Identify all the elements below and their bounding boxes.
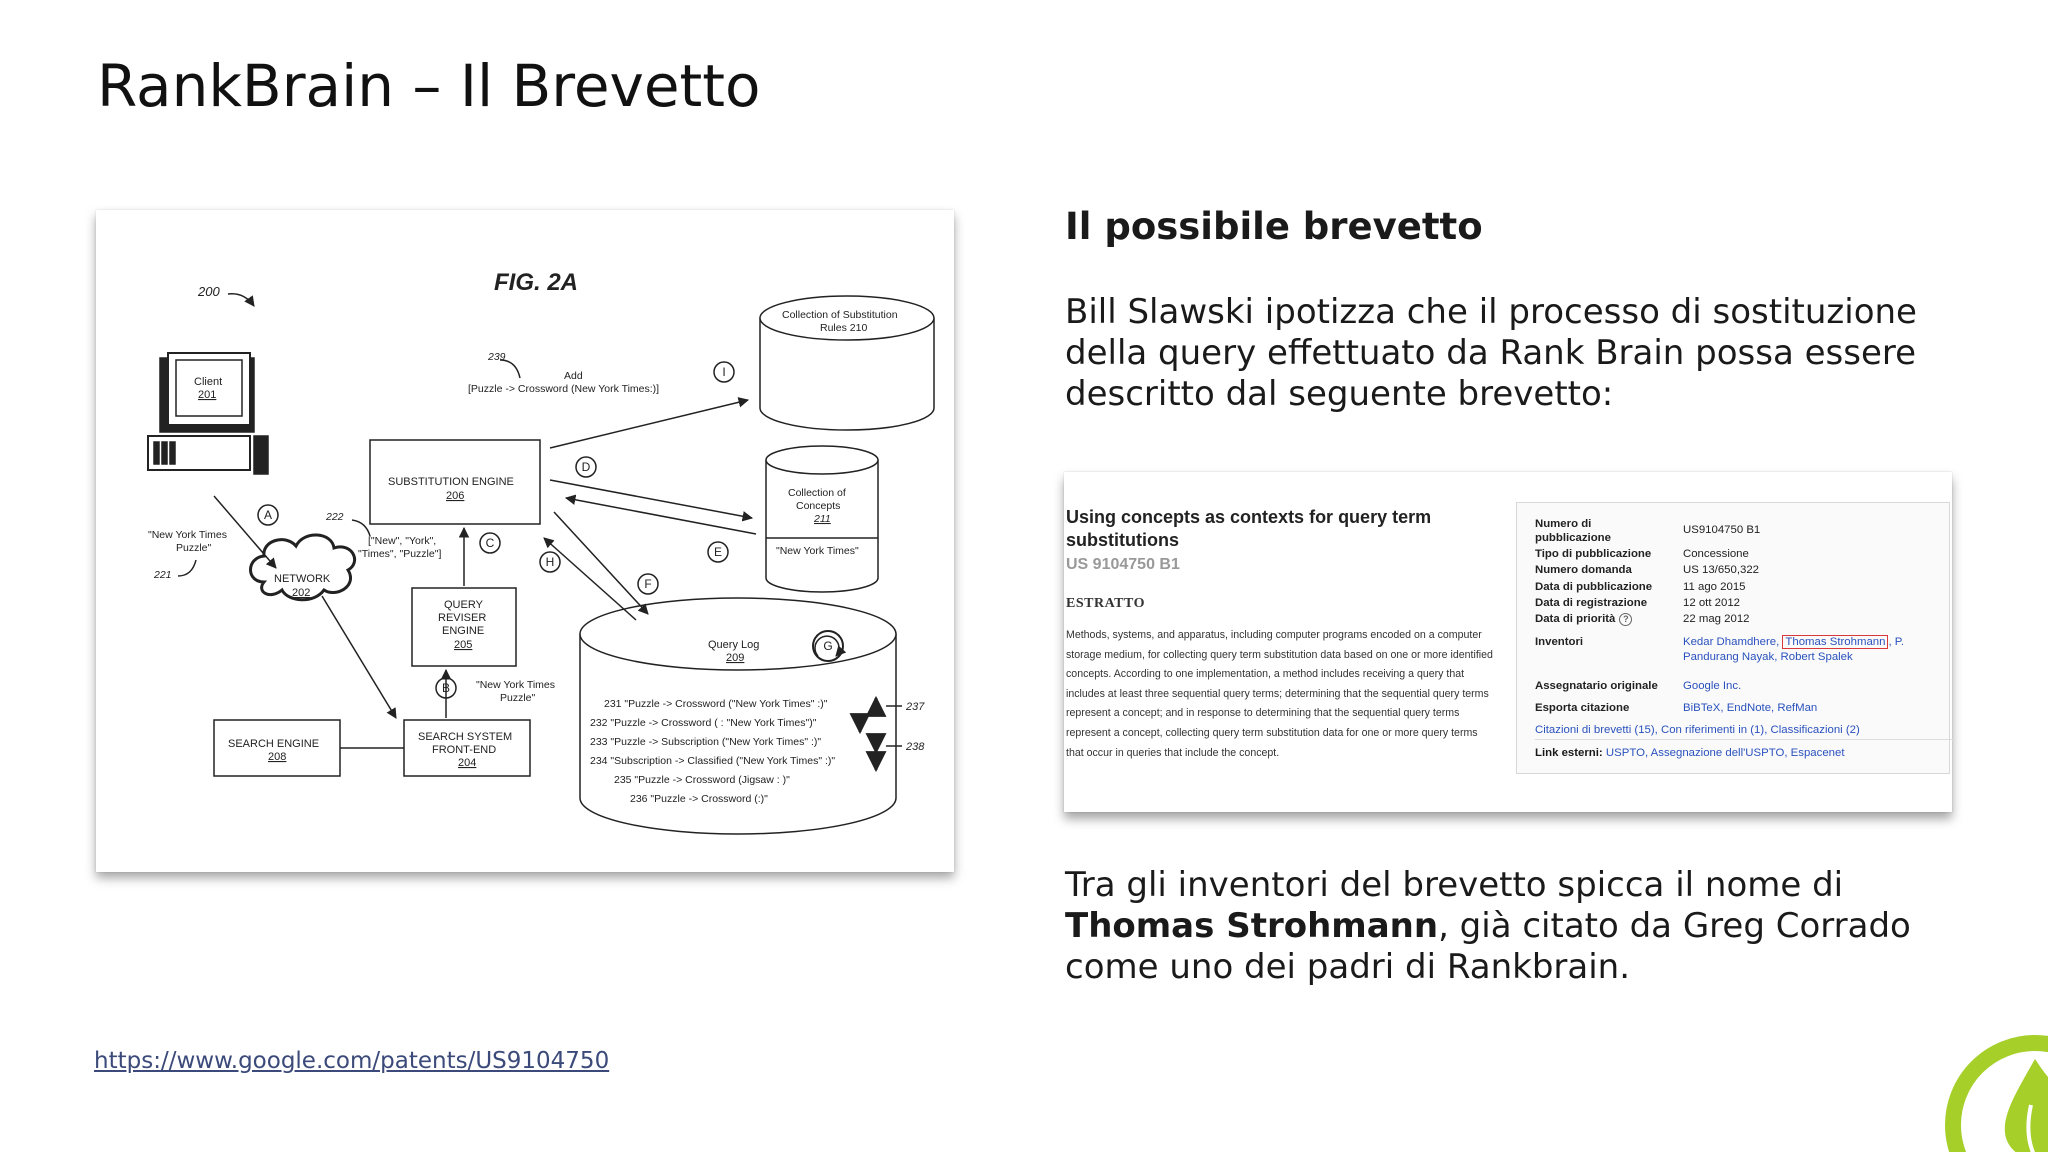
query-log-label: Query Log <box>708 639 760 651</box>
pub-type: Concessione <box>1683 548 1749 560</box>
reviser-label-3: ENGINE <box>442 625 485 637</box>
assignee-link[interactable]: Google Inc. <box>1683 680 1742 692</box>
ref-238: 238 <box>906 741 925 753</box>
export-endnote-link[interactable]: EndNote <box>1726 702 1772 714</box>
uspto-assignment-link[interactable]: Assegnazione dell'USPTO <box>1650 747 1785 759</box>
query-log-database <box>580 598 902 834</box>
concepts-label-2: Concepts <box>796 500 841 512</box>
reviser-label-1: QUERY <box>444 599 483 611</box>
closing-text-pre: Tra gli inventori del brevetto spicca il nome di <box>1065 865 1844 905</box>
log-entry-3: 233 "Puzzle -> Subscription ("New York Times" :)" <box>590 736 822 748</box>
patent-title: Using concepts as contexts for query term substitutions <box>1066 507 1432 550</box>
patent-screenshot <box>1064 472 1952 812</box>
pub-number: US9104750 B1 <box>1683 524 1761 536</box>
circle-a: A <box>263 508 273 522</box>
pub-type-label: Tipo di pubblicazione <box>1535 548 1652 560</box>
leaf-logo-icon <box>1935 1025 2048 1152</box>
export-label: Esporta citazione <box>1535 702 1630 714</box>
circle-c: C <box>485 536 495 550</box>
rules-database <box>760 296 934 430</box>
app-number: US 13/650,322 <box>1683 564 1759 576</box>
circle-i: I <box>722 365 726 379</box>
network-ref: 202 <box>292 587 311 599</box>
nyt-puzzle-right-2: Puzzle" <box>500 692 536 704</box>
search-engine-ref: 208 <box>268 751 287 763</box>
search-engine-label: SEARCH ENGINE <box>228 738 320 750</box>
ref-222: 222 <box>326 511 344 523</box>
add-label: Add <box>564 370 583 382</box>
rules-label-2: Rules 210 <box>820 322 868 334</box>
circle-g: G <box>823 639 833 653</box>
concepts-value: "New York Times" <box>776 545 859 557</box>
log-entry-6: 236 "Puzzle -> Crossword (:)" <box>630 793 768 805</box>
abstract-text: Methods, systems, and apparatus, including computer programs encoded on a computer storage medium, for collecting query term substitution data based on one or more identified concepts. According to one implementation, a method includes receiving a query that includes at least three sequential query terms; determining that the sequential query terms represent a concept; and in response to determining that the sequential query terms represent a concept, collecting query term substitution data for one or more query terms that occur in queries that include the concept. <box>1066 629 1493 759</box>
circle-d: D <box>581 460 591 474</box>
inventor-link-2[interactable]: Thomas Strohmann <box>1782 635 1888 649</box>
ref-221: 221 <box>154 569 172 581</box>
section-subtitle: Il possibile brevetto <box>1065 205 1483 248</box>
patent-figure <box>96 210 954 872</box>
pub-date: 11 ago 2015 <box>1683 581 1746 593</box>
terms-2: "Times", "Puzzle"] <box>358 548 442 560</box>
ref-239: 239 <box>488 351 506 363</box>
frontend-label-2: FRONT-END <box>432 744 497 756</box>
circle-h: H <box>545 555 555 569</box>
ref-237: 237 <box>906 701 925 713</box>
patent-metadata: Numero di pubblicazione US9104750 B1 Tipo di pubblicazione Concessione Numero domanda US 13/650,322 Data di pubblicazione 11 ago 2015 Data di registrazione 12 ott 2012 Data di priorità ? 22 mag 2012 Inventori Kedar Dhamdhere, Thomas Strohmann , P. Pandurang Nayak, Robert Spalek Assegnatario originale Google Inc. Esporta citazione BiBTeX, EndNote, RefMan Citazioni di brevetti (15), Con riferimenti in (1), Classificazioni (2) Link esterni: USPTO, Assegnazione dell'USPTO, Espacenet <box>1516 502 1950 774</box>
classifications-link[interactable]: Classificazioni (2) <box>1770 724 1860 736</box>
external-links-label: Link esterni: <box>1535 747 1603 759</box>
rules-label-1: Collection of Substitution <box>782 309 898 321</box>
source-link[interactable]: https://www.google.com/patents/US9104750 <box>94 1048 610 1074</box>
log-entry-2: 232 "Puzzle -> Crossword ( : "New York Times")" <box>590 717 817 729</box>
substitution-ref: 206 <box>446 490 465 502</box>
pub-date-label: Data di pubblicazione <box>1535 581 1653 593</box>
reg-date-label: Data di registrazione <box>1535 597 1648 609</box>
client-ref: 201 <box>198 389 217 401</box>
priority-label: Data di priorità <box>1535 613 1616 625</box>
nyt-puzzle-left-1: "New York Times <box>148 529 228 541</box>
reg-date: 12 ott 2012 <box>1683 597 1741 609</box>
uspto-link[interactable]: USPTO <box>1605 747 1645 759</box>
query-log-ref: 209 <box>726 652 745 664</box>
app-number-label: Numero domanda <box>1535 564 1632 576</box>
abstract-heading: ESTRATTO <box>1066 596 1145 611</box>
log-entry-4: 234 "Subscription -> Classified ("New York Times" :)" <box>590 755 836 767</box>
assignee-label: Assegnatario originale <box>1535 680 1658 692</box>
network-label: NETWORK <box>274 573 331 585</box>
concepts-database <box>766 446 878 592</box>
pub-number-label: Numero di pubblicazione <box>1535 518 1611 544</box>
concepts-label-1: Collection of <box>788 487 846 499</box>
espacenet-link[interactable]: Espacenet <box>1790 747 1845 759</box>
frontend-ref: 204 <box>458 757 477 769</box>
reviser-ref: 205 <box>454 639 473 651</box>
closing-text-post: , già citato da Greg Corrado come uno dei padri di Rankbrain. <box>1065 906 1911 987</box>
inventor-link-1[interactable]: Kedar Dhamdhere <box>1683 636 1777 648</box>
add-rule: [Puzzle -> Crossword (New York Times:)] <box>468 383 660 395</box>
reviser-label-2: REVISER <box>438 612 487 624</box>
export-bibtex-link[interactable]: BiBTeX <box>1683 702 1721 714</box>
circle-f: F <box>644 577 652 591</box>
client-label: Client <box>194 376 223 388</box>
closing-paragraph <box>1065 865 1965 988</box>
citations-link[interactable]: Citazioni di brevetti (15) <box>1535 724 1655 736</box>
concepts-ref: 211 <box>814 513 831 525</box>
terms-1: ["New", "York", <box>368 535 437 547</box>
log-entry-1: 231 "Puzzle -> Crossword ("New York Times" :)" <box>604 698 828 710</box>
circle-b: B <box>441 681 451 695</box>
fig-label: FIG. 2A <box>494 269 579 296</box>
inventor-link-4[interactable]: Robert Spalek <box>1780 651 1853 663</box>
patent-number: US 9104750 B1 <box>1066 556 1180 573</box>
log-entry-5: 235 "Puzzle -> Crossword (Jigsaw : )" <box>614 774 790 786</box>
export-refman-link[interactable]: RefMan <box>1777 702 1818 714</box>
priority-date: 22 mag 2012 <box>1683 613 1750 625</box>
network-cloud <box>251 535 355 600</box>
client-computer <box>148 353 268 474</box>
nyt-puzzle-left-2: Puzzle" <box>176 542 212 554</box>
info-icon[interactable]: ? <box>1619 613 1632 626</box>
inventor-name: Thomas Strohmann <box>1065 906 1439 946</box>
intro-paragraph: Bill Slawski ipotizza che il processo di sostituzione della query effettuato da Rank Brain possa essere descritto dal seguente brevetto: <box>1065 292 1917 414</box>
inventor-link-3[interactable]: P. Pandurang Nayak <box>1683 636 1905 663</box>
referenced-by-link[interactable]: Con riferimenti in (1) <box>1661 724 1765 736</box>
substitution-label: SUBSTITUTION ENGINE <box>388 476 514 488</box>
nyt-puzzle-right-1: "New York Times <box>476 679 556 691</box>
frontend-label-1: SEARCH SYSTEM <box>418 731 513 743</box>
slide-title: RankBrain – Il Brevetto <box>97 52 761 120</box>
circle-e: E <box>713 545 723 559</box>
ref-200: 200 <box>198 284 220 299</box>
inventors-label: Inventori <box>1535 636 1584 648</box>
